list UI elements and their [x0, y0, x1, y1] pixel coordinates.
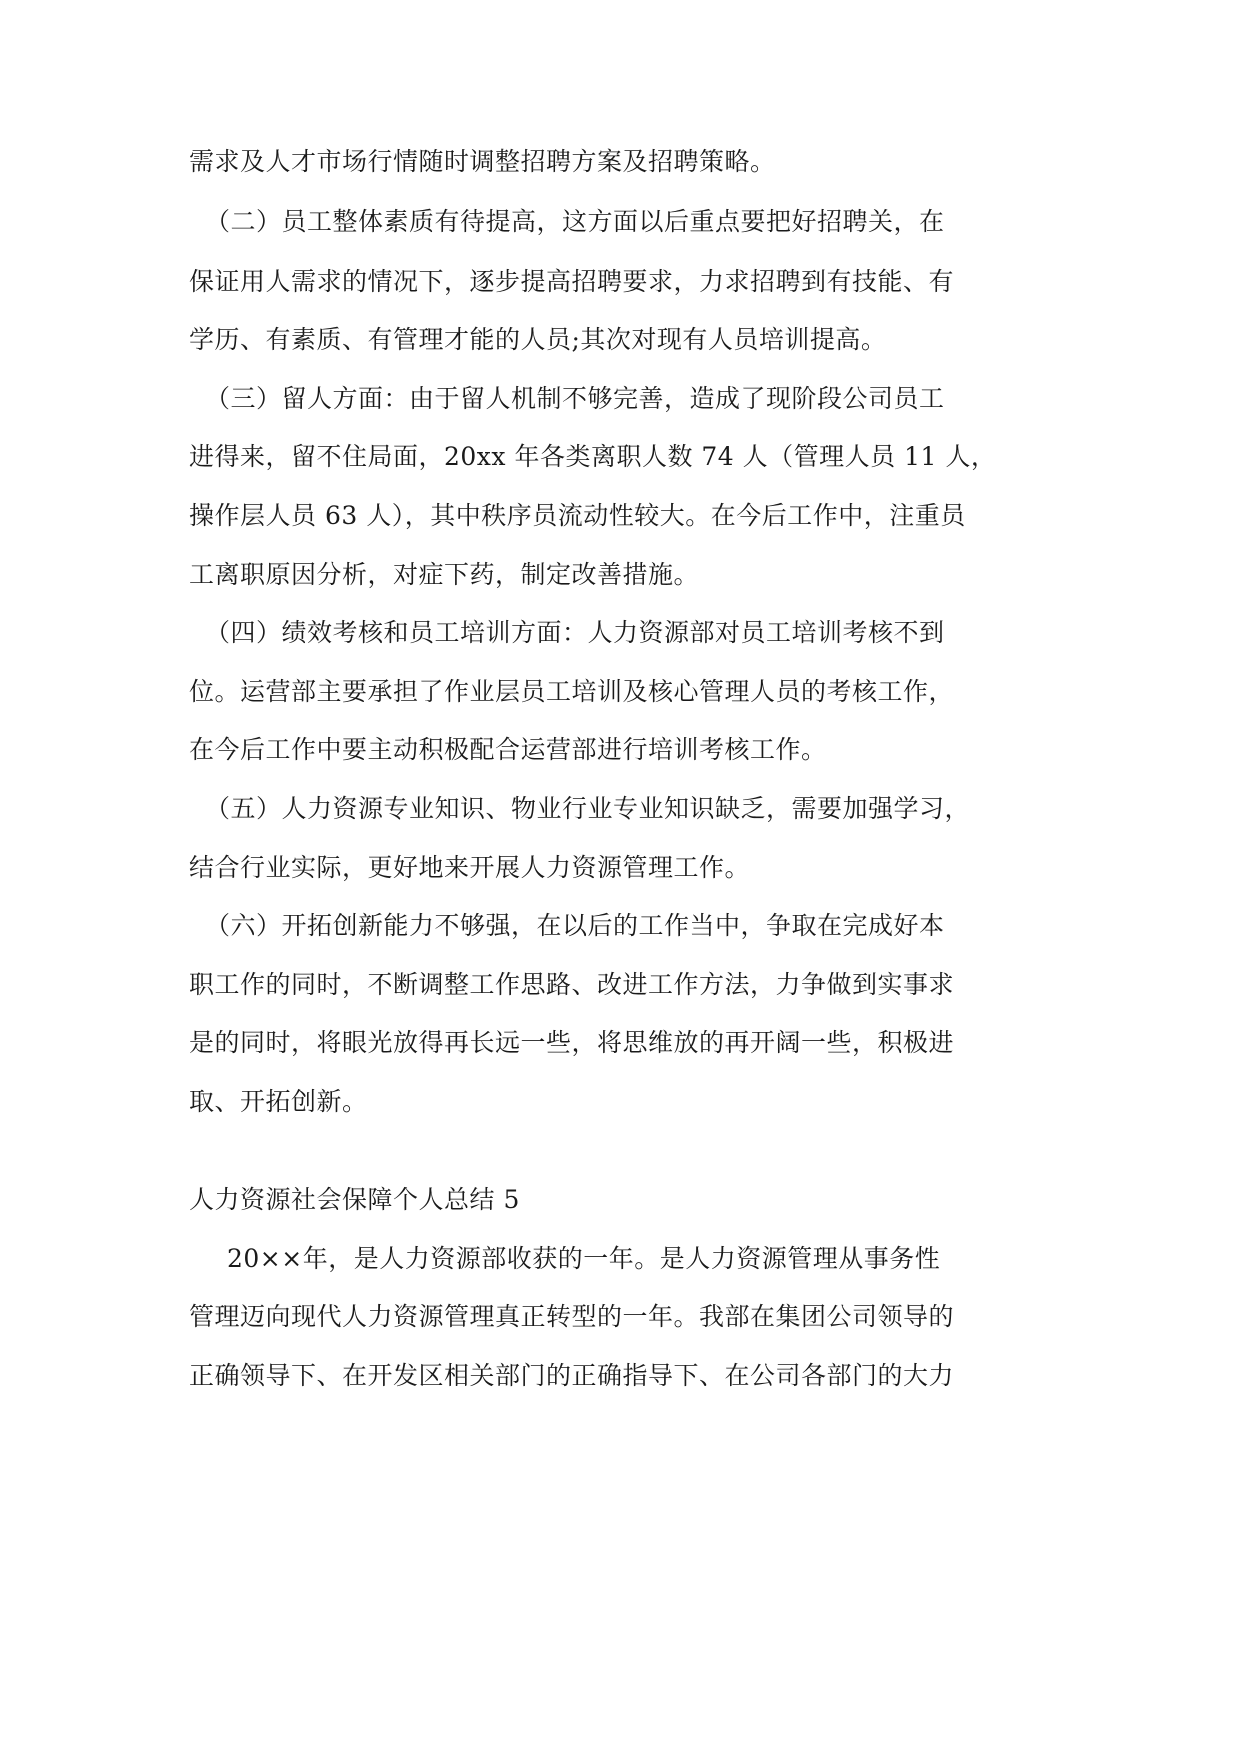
text-line: （五）人力资源专业知识、物业行业专业知识缺乏，需要加强学习，: [205, 794, 971, 823]
text-line: 正确领导下、在开发区相关部门的正确指导下、在公司各部门的大力: [189, 1361, 955, 1390]
text-line: 管理迈向现代人力资源管理真正转型的一年。我部在集团公司领导的: [189, 1302, 955, 1331]
text-line: 取、开拓创新。: [189, 1087, 368, 1116]
text-line: 学历、有素质、有管理才能的人员;其次对现有人员培训提高。: [189, 325, 887, 354]
section-heading: 人力资源社会保障个人总结 5: [189, 1185, 520, 1214]
text-line: 操作层人员 63 人），其中秩序员流动性较大。在今后工作中，注重员: [189, 501, 966, 530]
text-line: （二）员工整体素质有待提高，这方面以后重点要把好招聘关，在: [205, 207, 945, 236]
text-line: 进得来，留不住局面，20xx 年各类离职人数 74 人（管理人员 11 人，: [189, 442, 997, 471]
text-line: （四）绩效考核和员工培训方面：人力资源部对员工培训考核不到: [205, 618, 945, 647]
text-line: 保证用人需求的情况下，逐步提高招聘要求，力求招聘到有技能、有: [189, 267, 955, 296]
text-line: 20××年，是人力资源部收获的一年。是人力资源管理从事务性: [227, 1244, 941, 1273]
text-line: 需求及人才市场行情随时调整招聘方案及招聘策略。: [189, 147, 776, 176]
text-line: （六）开拓创新能力不够强，在以后的工作当中，争取在完成好本: [205, 911, 945, 940]
text-line: 位。运营部主要承担了作业层员工培训及核心管理人员的考核工作，: [189, 677, 955, 706]
text-line: 结合行业实际，更好地来开展人力资源管理工作。: [189, 853, 751, 882]
text-line: 在今后工作中要主动积极配合运营部进行培训考核工作。: [189, 735, 827, 764]
text-line: （三）留人方面：由于留人机制不够完善，造成了现阶段公司员工: [205, 384, 945, 413]
text-line: 职工作的同时，不断调整工作思路、改进工作方法，力争做到实事求: [189, 970, 955, 999]
text-line: 是的同时，将眼光放得再长远一些，将思维放的再开阔一些，积极进: [189, 1028, 955, 1057]
text-line: 工离职原因分析，对症下药，制定改善措施。: [189, 560, 700, 589]
